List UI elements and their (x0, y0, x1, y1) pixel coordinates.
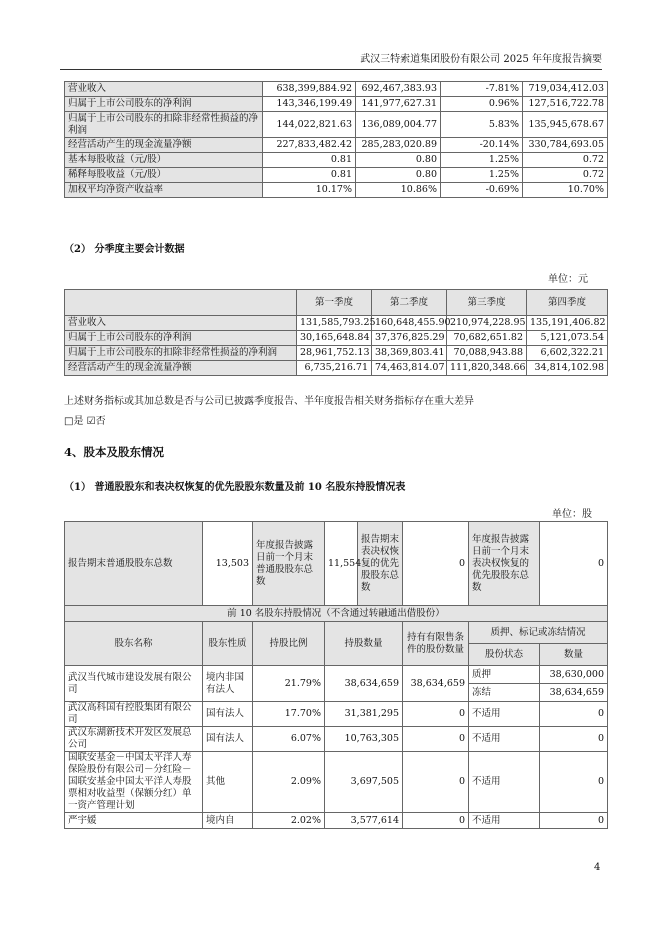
table-cell: 0.72 (523, 153, 608, 168)
table-cell: 1.25% (441, 153, 523, 168)
holder-pledge-qty: 0 (540, 702, 608, 727)
row-label: 加权平均净资产收益率 (65, 183, 263, 198)
table-cell: 0.81 (263, 168, 356, 183)
shareholders-table (64, 521, 608, 829)
table-cell: 330,784,693.05 (523, 138, 608, 153)
variance-note: 上述财务指标或其加总数是否与公司已披露季度报告、半年度报告相关财务指标存在重大差异 (64, 396, 474, 407)
table-cell: 160,648,455.90 (372, 316, 447, 331)
table-cell: 0.80 (356, 153, 441, 168)
column-header-row (65, 622, 608, 644)
holder-name: 武汉当代城市建设发展有限公司 (65, 666, 203, 702)
table-cell: 6,602,322.21 (527, 346, 608, 361)
holder-ratio: 6.07% (253, 727, 325, 752)
holder-qty: 31,381,295 (325, 702, 403, 727)
holder-status: 质押 (469, 666, 540, 684)
quarterly-data-table (64, 289, 608, 376)
holder-status: 不适用 (469, 727, 540, 752)
section-shareholders-title: 4、股本及股东情况 (64, 445, 165, 459)
row-label: 营业收入 (65, 82, 263, 97)
section-quarterly-title: （2） 分季度主要会计数据 (64, 244, 185, 255)
holder-qty: 3,577,614 (325, 813, 403, 829)
table-row (65, 138, 608, 153)
col-header-type: 股东性质 (203, 622, 253, 666)
column-header: 第四季度 (527, 290, 608, 316)
summary-value-4: 0 (540, 522, 608, 606)
table-cell: 10.17% (263, 183, 356, 198)
table-cell: 34,814,102.98 (527, 361, 608, 376)
row-label: 基本每股收益（元/股） (65, 153, 263, 168)
unit-label-yuan: 单位：元 (548, 274, 588, 285)
table-row (65, 361, 608, 376)
table-cell: 0.96% (441, 97, 523, 112)
column-header: 第二季度 (372, 290, 447, 316)
table-row (65, 666, 608, 684)
holder-ratio: 17.70% (253, 702, 325, 727)
summary-label-4: 年度报告披露日前一个月末表决权恢复的优先股股东总数 (469, 522, 540, 606)
row-label: 经营活动产生的现金流量净额 (65, 138, 263, 153)
table-row (65, 331, 608, 346)
col-header-number: 数量 (540, 644, 608, 666)
table-cell: 37,376,825.29 (372, 331, 447, 346)
table-cell: 0.80 (356, 168, 441, 183)
table-cell: 285,283,020.89 (356, 138, 441, 153)
holder-pledge-qty: 38,634,659 (540, 684, 608, 702)
table-cell: 10.86% (356, 183, 441, 198)
holder-ratio: 21.79% (253, 666, 325, 702)
summary-value-1: 13,503 (203, 522, 253, 606)
holder-pledge-qty: 38,630,000 (540, 666, 608, 684)
table-cell: 74,463,814.07 (372, 361, 447, 376)
row-label: 归属于上市公司股东的净利润 (65, 97, 263, 112)
table-cell: 1.25% (441, 168, 523, 183)
holder-type: 境内非国有法人 (203, 666, 253, 702)
holder-status: 冻结 (469, 684, 540, 702)
table-row (65, 168, 608, 183)
table-cell: -0.69% (441, 183, 523, 198)
table-cell: 135,191,406.82 (527, 316, 608, 331)
col-header-pledge: 质押、标记或冻结情况 (469, 622, 608, 644)
section-top10-title: （1） 普通股股东和表决权恢复的优先股股东数量及前 10 名股东持股情况表 (64, 482, 406, 493)
holder-restricted: 0 (403, 702, 469, 727)
holder-status: 不适用 (469, 752, 540, 813)
table-row (65, 316, 608, 331)
holder-type: 国有法人 (203, 727, 253, 752)
table-row (65, 752, 608, 813)
table-cell: 136,089,004.77 (356, 112, 441, 138)
table-cell: 111,820,348.66 (447, 361, 527, 376)
col-header-status: 股份状态 (469, 644, 540, 666)
table-cell: 70,088,943.88 (447, 346, 527, 361)
table-row (65, 727, 608, 752)
table-cell: 692,467,383.93 (356, 82, 441, 97)
holder-name: 国联安基金－中国太平洋人寿保险股份有限公司－分红险－国联安基金中国太平洋人寿股票相对收益型（保额分红）单一资产管理计划 (65, 752, 203, 813)
row-label: 稀释每股收益（元/股） (65, 168, 263, 183)
row-label: 归属于上市公司股东的扣除非经常性损益的净利润 (65, 346, 297, 361)
holder-qty: 38,634,659 (325, 666, 403, 702)
holder-status: 不适用 (469, 813, 540, 829)
table-cell: 135,945,678.67 (523, 112, 608, 138)
table-cell: 6,735,216.71 (297, 361, 372, 376)
top10-title: 前 10 名股东持股情况（不含通过转融通出借股份） (65, 606, 608, 622)
holder-ratio: 2.09% (253, 752, 325, 813)
holder-name: 武汉东湖新技术开发区发展总公司 (65, 727, 203, 752)
table-cell: 227,833,482.42 (263, 138, 356, 153)
summary-label-2: 年度报告披露日前一个月末普通股股东总数 (253, 522, 325, 606)
summary-label-1: 报告期末普通股股东总数 (65, 522, 203, 606)
table-row (65, 702, 608, 727)
column-header: 第一季度 (297, 290, 372, 316)
table-cell: 0.81 (263, 153, 356, 168)
holder-restricted: 0 (403, 813, 469, 829)
holder-type: 国有法人 (203, 702, 253, 727)
holder-ratio: 2.02% (253, 813, 325, 829)
table-row (65, 112, 608, 138)
column-header: 第三季度 (447, 290, 527, 316)
unit-label-gu: 单位：股 (552, 509, 592, 520)
holder-status: 不适用 (469, 702, 540, 727)
table-cell: 143,346,199.49 (263, 97, 356, 112)
column-header (65, 290, 297, 316)
holder-type: 其他 (203, 752, 253, 813)
variance-yes-no: □是 ☑否 (64, 416, 106, 427)
table-row (65, 153, 608, 168)
holder-qty: 10,763,305 (325, 727, 403, 752)
main-accounting-table (64, 81, 608, 198)
table-cell: 719,034,412.03 (523, 82, 608, 97)
table-cell: 141,977,627.31 (356, 97, 441, 112)
holder-name: 武汉高科国有控股集团有限公司 (65, 702, 203, 727)
table-cell: 127,516,722.78 (523, 97, 608, 112)
holder-qty: 3,697,505 (325, 752, 403, 813)
col-header-restricted: 持有有限售条件的股份数量 (403, 622, 469, 666)
page-header: 武汉三特索道集团股份有限公司 2025 年年度报告摘要 (60, 50, 602, 70)
row-label: 营业收入 (65, 316, 297, 331)
table-row (65, 183, 608, 198)
table-cell: 5.83% (441, 112, 523, 138)
table-row (65, 813, 608, 829)
summary-label-3: 报告期末表决权恢复的优先股股东总数 (358, 522, 403, 606)
table-row (65, 82, 608, 97)
col-header-qty: 持股数量 (325, 622, 403, 666)
row-label: 经营活动产生的现金流量净额 (65, 361, 297, 376)
table-cell: 70,682,651.82 (447, 331, 527, 346)
page-number: 4 (594, 862, 601, 873)
table-cell: 10.70% (523, 183, 608, 198)
holder-restricted: 0 (403, 727, 469, 752)
table-cell: -20.14% (441, 138, 523, 153)
summary-value-2: 11,554 (325, 522, 358, 606)
table-cell: 144,022,821.63 (263, 112, 356, 138)
table-cell: 5,121,073.54 (527, 331, 608, 346)
table-row (65, 346, 608, 361)
holder-pledge-qty: 0 (540, 813, 608, 829)
table-cell: 30,165,648.84 (297, 331, 372, 346)
holder-name: 严宇媛 (65, 813, 203, 829)
table-cell: 0.72 (523, 168, 608, 183)
summary-row (65, 522, 608, 606)
table-row (65, 97, 608, 112)
table-cell: 638,399,884.92 (263, 82, 356, 97)
holder-restricted: 0 (403, 752, 469, 813)
row-label: 归属于上市公司股东的扣除非经常性损益的净利润 (65, 112, 263, 138)
table-cell: -7.81% (441, 82, 523, 97)
col-header-name: 股东名称 (65, 622, 203, 666)
holder-pledge-qty: 0 (540, 727, 608, 752)
table-cell: 210,974,228.95 (447, 316, 527, 331)
row-label: 归属于上市公司股东的净利润 (65, 331, 297, 346)
holder-restricted: 38,634,659 (403, 666, 469, 702)
holder-type: 境内自 (203, 813, 253, 829)
table-cell: 38,369,803.41 (372, 346, 447, 361)
table-cell: 28,961,752.13 (297, 346, 372, 361)
col-header-ratio: 持股比例 (253, 622, 325, 666)
summary-value-3: 0 (403, 522, 469, 606)
holder-pledge-qty: 0 (540, 752, 608, 813)
table-cell: 131,585,793.25 (297, 316, 372, 331)
